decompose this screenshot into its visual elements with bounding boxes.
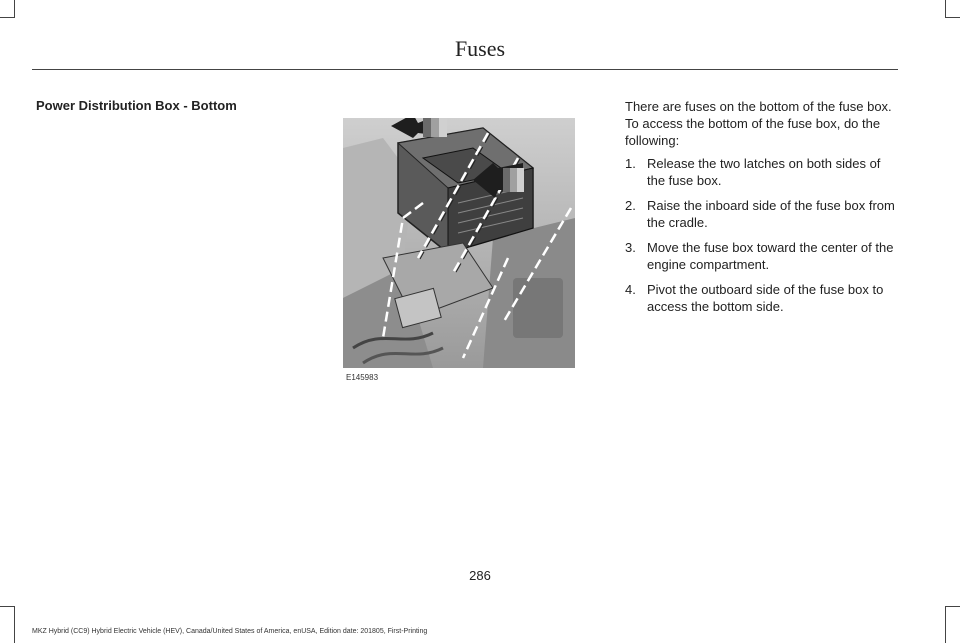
crop-mark-top-right-v: [945, 0, 946, 18]
edition-footer: MKZ Hybrid (CC9) Hybrid Electric Vehicle (HEV), Canada/United States of America, enUSA, Edition date: 201805, First-Printing: [32, 628, 428, 635]
step-number: 4.: [625, 282, 636, 297]
crop-mark-top-right-h: [945, 17, 960, 18]
step-text: Raise the inboard side of the fuse box from the cradle.: [647, 198, 895, 230]
section-heading: Power Distribution Box - Bottom: [36, 98, 237, 113]
crop-mark-bottom-right-h: [945, 606, 960, 607]
page-header-title: Fuses: [454, 36, 506, 61]
crop-mark-bottom-left-v: [14, 606, 15, 643]
engine-compartment-drawing: [343, 118, 575, 368]
step-text: Pivot the outboard side of the fuse box to access the bottom side.: [647, 282, 884, 314]
page-number: 286: [469, 568, 491, 583]
list-item: [625, 197, 900, 231]
crop-mark-top-left-h: [0, 17, 15, 18]
crop-mark-bottom-right-v: [945, 606, 946, 643]
list-item: [625, 281, 900, 315]
step-text: Move the fuse box toward the center of the engine compartment.: [647, 240, 894, 272]
step-number: 1.: [625, 156, 636, 171]
step-text: Release the two latches on both sides of the fuse box.: [647, 156, 881, 188]
list-item: [625, 239, 900, 273]
step-list: [625, 155, 900, 315]
step-number: 2.: [625, 198, 636, 213]
list-item: [625, 155, 900, 189]
crop-mark-bottom-left-h: [0, 606, 15, 607]
figure-code: E145983: [346, 373, 379, 382]
header-divider: [32, 69, 898, 70]
fuse-box-illustration: [343, 118, 575, 368]
instructions: [625, 98, 900, 323]
crop-mark-top-left-v: [14, 0, 15, 18]
step-number: 3.: [625, 240, 636, 255]
intro-paragraph: There are fuses on the bottom of the fuse box. To access the bottom of the fuse box, do the following:: [625, 99, 892, 148]
